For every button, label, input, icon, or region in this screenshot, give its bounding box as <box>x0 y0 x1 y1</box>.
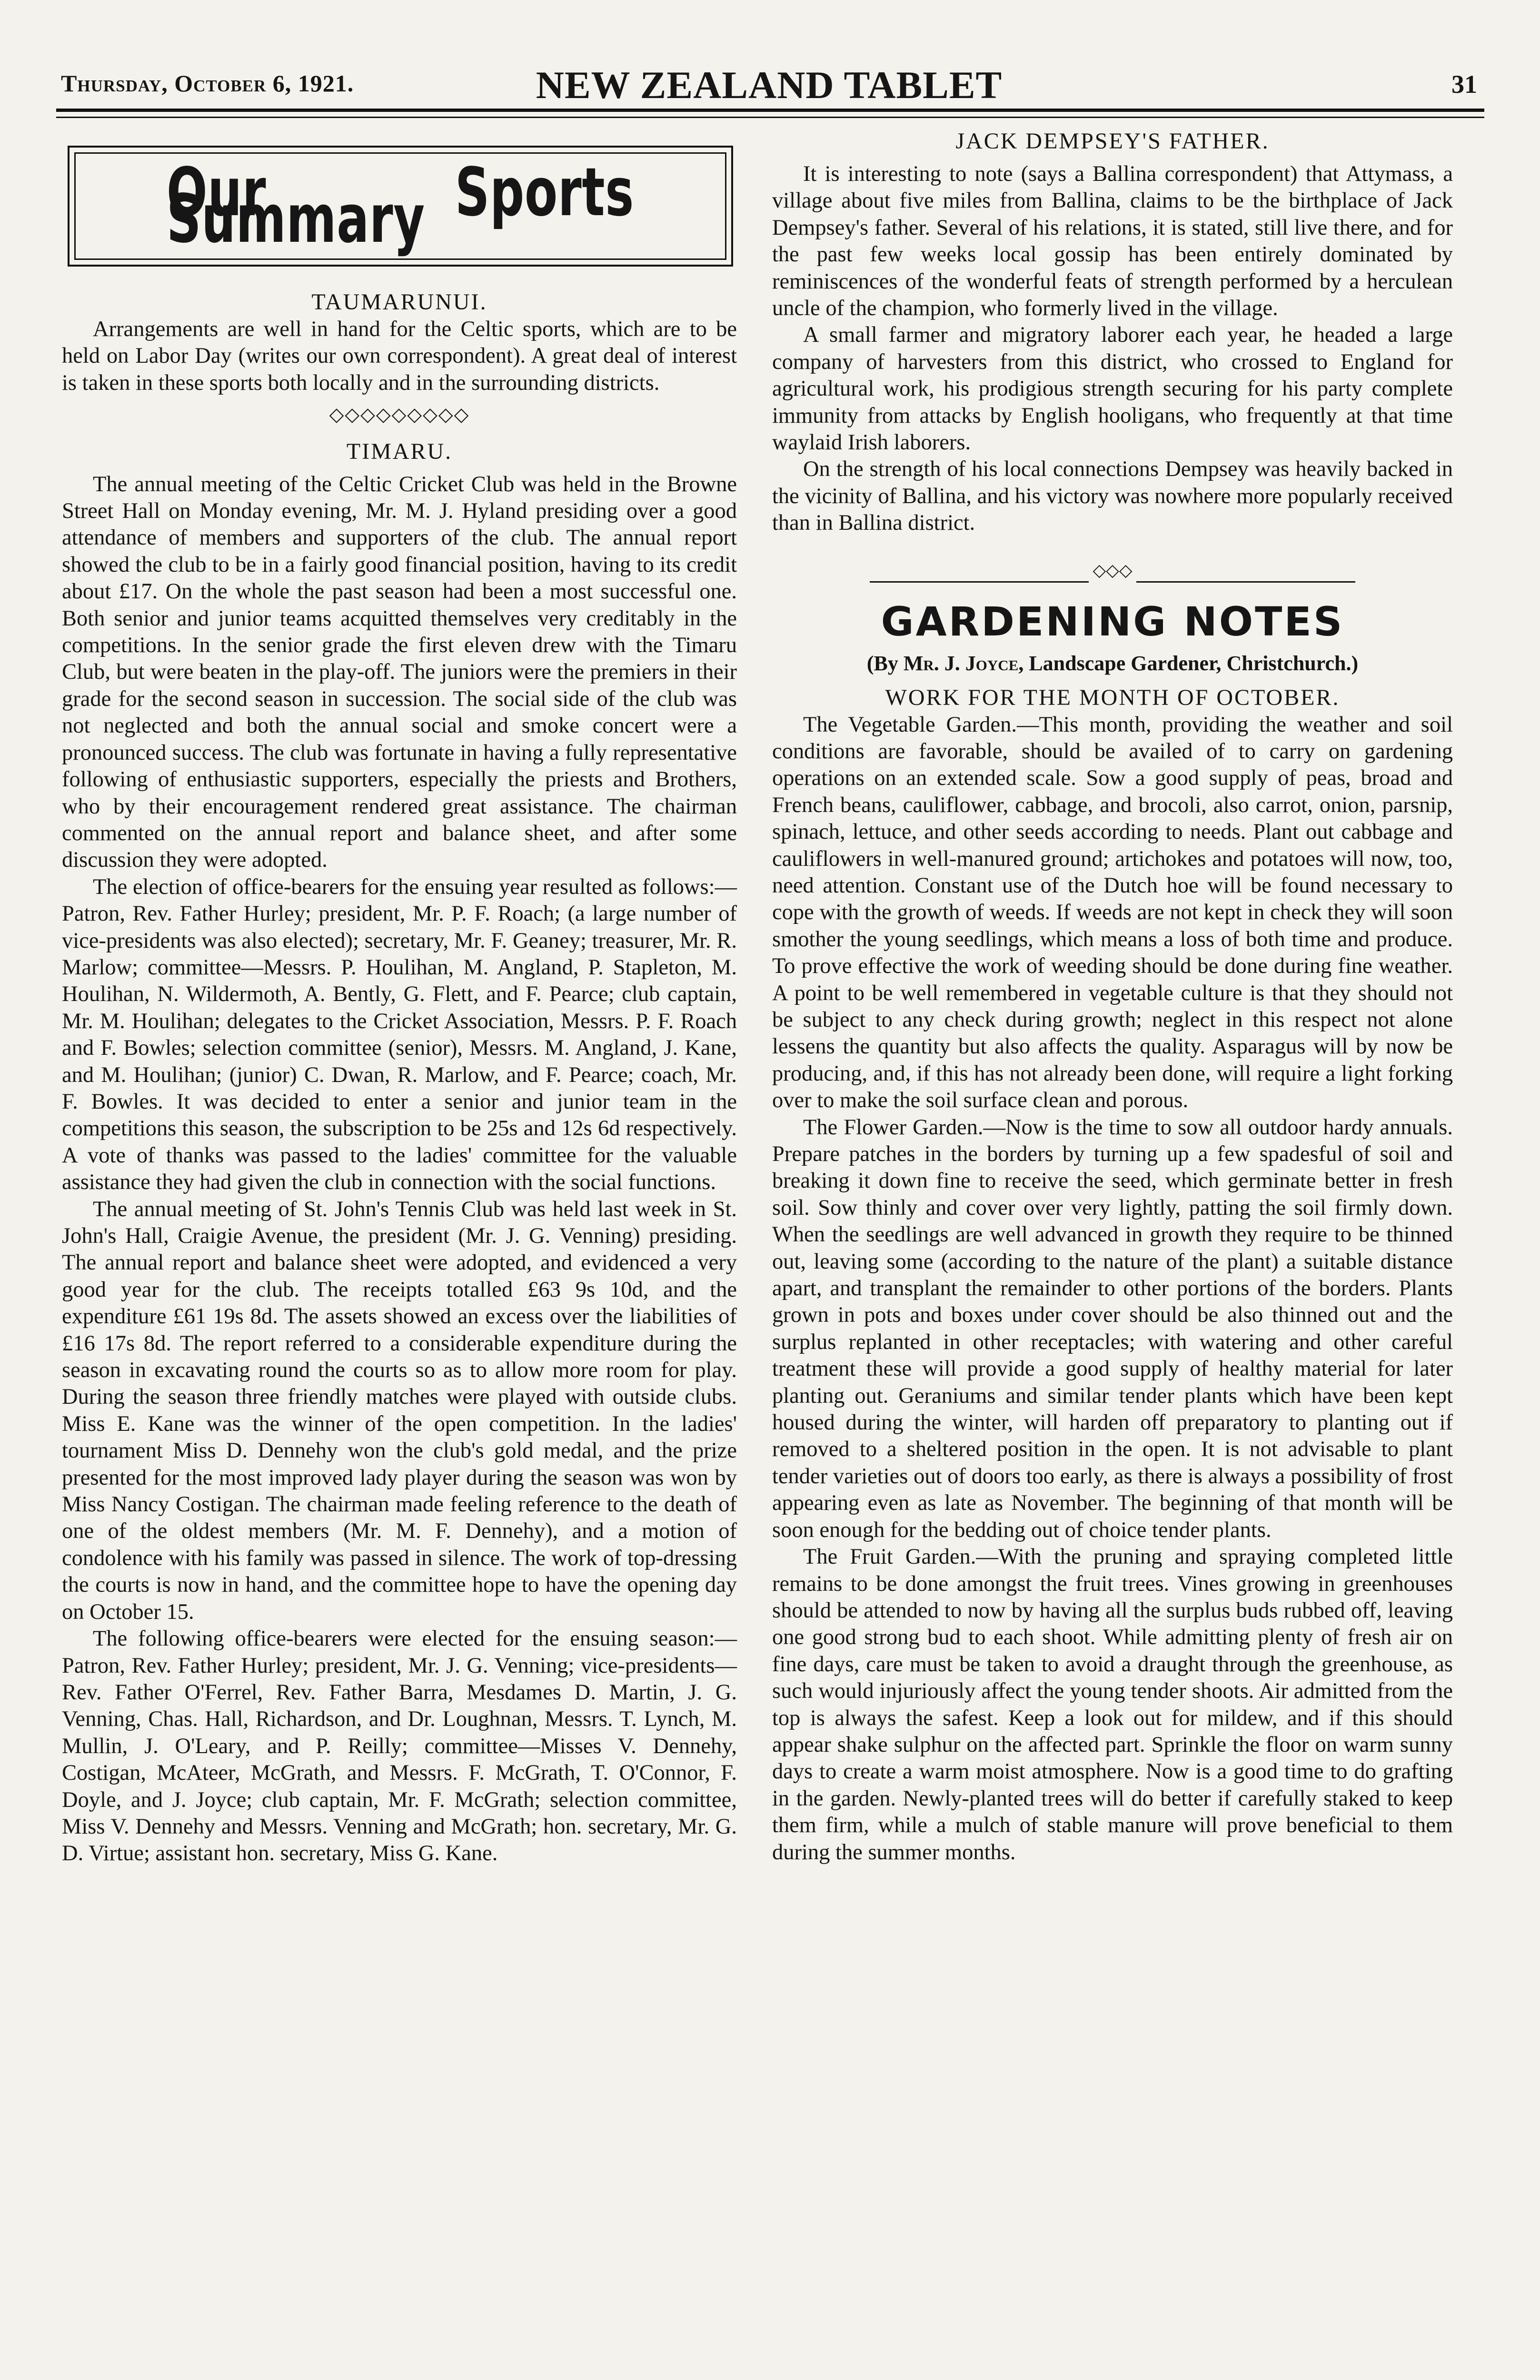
taumarunui-paragraph: Arrangements are well in hand for the Celtic sports, which are to be held on Labor Day (writes our own correspondent). A great deal of interest is taken in these sports both locally and in the surrounding districts. <box>62 317 737 395</box>
dempsey-paragraph: A small farmer and migratory laborer each year, he headed a large company of harvesters from this district, who crossed to England for agricultural work, his prodigious strength securing for his party complete immunity from attacks by English hooligans, who frequently at that time waylaid Irish laborers. <box>772 323 1453 455</box>
timaru-paragraph: The election of office-bearers for the ensuing year resulted as follows:—Patron, Rev. Father Hurley; president, Mr. P. F. Roach; (a large number of vice-presidents was also elected); secretary, Mr. F. Geaney; treasurer, Mr. R. Marlow; committee—Messrs. P. Houlihan, M. Angland, P. Stapleton, M. Houlihan, N. Wildermoth, A. Bently, G. Flett, and F. Pearce; club captain, Mr. M. Houlihan; delegates to the Cricket Association, Messrs. P. F. Roach and F. Bowles; selection committee (senior), Messrs. M. Angland, J. Kane, and M. Houlihan; (junior) C. Dwan, R. Marlow, and F. Pearce; coach, Mr. F. Bowles. It was decided to enter a senior and junior team in the competitions this season, the subscription to be 25s and 12s 6d respectively. A vote of thanks was passed to the ladies' committee for the valuable assistance they had given the club in connection with the social functions. <box>62 874 737 1195</box>
gardening-title: GARDENING NOTES <box>881 598 1344 645</box>
author-name: Mr. J. Joyce <box>903 652 1019 675</box>
dempsey-paragraph: On the strength of his local connections Dempsey was heavily backed in the vicinity of Ballina, and his victory was nowhere more popularly received than in Ballina district. <box>772 457 1453 536</box>
timaru-paragraph: The annual meeting of St. John's Tennis Club was held last week in St. John's Hall, Craigie Avenue, the president (Mr. J. G. Venning) presiding. The annual report and balance sheet were adopted, and evidenced a very good year for the club. The receipts totalled £63 9s 10d, and the expenditure £61 19s 8d. The assets showed an excess over the liabilities of £16 17s 8d. The report referred to a considerable expenditure during the season in excavating round the courts so as to allow more room for play. During the season three friendly matches were played with outside clubs. Miss E. Kane was the winner of the open competition. In the ladies' tournament Miss D. Dennehy won the club's gold medal, and the prize presented for the most improved lady player during the season was won by Miss Nancy Costigan. The chairman made feeling reference to the death of one of the oldest members (Mr. M. F. Dennehy), and a motion of condolence with his family was passed in silence. The work of top-dressing the courts is now in hand, and the committee hope to have the opening day on October 15. <box>62 1197 737 1624</box>
timaru-paragraph: The annual meeting of the Celtic Cricket Club was held in the Browne Street Hall on Monday evening, Mr. M. J. Hyland presiding over a good attendance of members and supporters of the club. The annual report showed the club to be in a fairly good financial position, having to its credit about £17. On the whole the past season had been a most successful one. Both senior and junior teams acquitted themselves very creditably in the competitions. In the senior grade the first eleven drew with the Timaru Club, but were beaten in the play-off. The juniors were the premiers in their grade for the second season in succession. The social side of the club was not neglected and both the annual social and smoke concert were a pronounced success. The club was fortunate in having a fully representative following of enthusiastic supporters, especially the priests and Brothers, who by their encouragement rendered great assistance. The chairman commented on the annual report and balance sheet, and after some discussion they were adopted. <box>62 472 737 873</box>
timaru-heading: TIMARU. <box>346 438 453 464</box>
section-ornament: ◇◇◇◇◇◇◇◇◇ <box>329 404 470 426</box>
page-header <box>61 56 1477 109</box>
issue-date: Thursday, October 6, 1921. <box>61 70 354 97</box>
sports-title: Our Sports Summary <box>166 153 635 258</box>
sports-title-box <box>68 146 733 267</box>
timaru-paragraph: The following office-bearers were elected for the ensuing season:—Patron, Rev. Father Hurley; president, Mr. J. G. Venning; vice-presidents—Rev. Father O'Ferrel, Rev. Father Barra, Mesdames D. Martin, J. G. Venning, Chas. Hall, Richardson, and Dr. Loughnan, Messrs. T. Lynch, M. Mullin, J. O'Leary, and P. Reilly; committee—Misses V. Dennehy, Costigan, McAteer, McGrath, and Messrs. F. McGrath, T. O'Connor, F. Doyle, and J. Joyce; club captain, Mr. F. McGrath; selection committee, Miss V. Dennehy and Messrs. Venning and McGrath; hon. secretary, Mr. G. D. Virtue; assistant hon. secretary, Miss G. Kane. <box>62 1626 737 1866</box>
vegetable-garden-paragraph: The Vegetable Garden.—This month, providing the weather and soil conditions are favorable, should be availed of to carry on gardening operations on an extended scale. Sow a good supply of peas, broad and French beans, cauliflower, cabbage, and brocoli, also carrot, onion, parsnip, spinach, lettuce, and other seeds according to needs. Plant out cabbage and cauliflowers in well-manured ground; artichokes and potatoes will now, too, need attention. Constant use of the Dutch hoe will be found necessary to cope with the growth of weeds. If weeds are not kept in check they will soon smother the young seedlings, which means a loss of both time and produce. To prove effective the work of weeding should be done during fine weather. A point to be well remembered in vegetable culture is that they should not be subject to any check during growth; neglect in this respect not alone lessens the quantity but also affects the quality. Asparagus will by now be producing, and, if this has not already been done, will require a light forking over to make the soil surface clean and porous. <box>772 712 1453 1113</box>
dempsey-heading: JACK DEMPSEY'S FATHER. <box>955 129 1270 154</box>
dempsey-paragraph: It is interesting to note (says a Ballina correspondent) that Attymass, a village about five miles from Ballina, claims to be the birthplace of Jack Dempsey's father. Several of his relations, it is stated, still live there, and for the past few weeks local gossip has been entirely dominated by reminiscences of the wonderful feats of strength performed by a herculean uncle of the champion, who formerly lived in the village. <box>772 162 1453 321</box>
section-divider <box>772 556 1453 584</box>
left-column <box>62 146 737 1867</box>
divider-ornament: ◇◇◇ <box>1093 560 1133 580</box>
header-rule <box>56 109 1484 118</box>
right-column <box>772 128 1453 1866</box>
flower-garden-paragraph: The Flower Garden.—Now is the time to sow all outdoor hardy annuals. Prepare patches in the borders by turning up a few spadesful of soil and breaking it down fine to receive the seed, which germinate better in fresh soil. Sow thinly and cover over very lightly, patting the soil firmly down. When the seedlings are well advanced in growth they require to be thinned out, leaving some (according to the nature of the plant) a suitable distance apart, and transplant the remainder to other portions of the borders. Plants grown in pots and boxes under cover should be also thinned out and the surplus replanted in other receptacles; with watering and other careful treatment these will provide a good supply of healthy material for later planting out. Geraniums and similar tender plants which have been kept housed during the winter, will harden off preparatory to planting out if removed to a sheltered position in the open. It is not advisable to plant tender varieties out of doors too early, as there is always a possibility of frost appearing even as late as November. The beginning of that month will be soon enough for the bedding out of choice tender plants. <box>772 1115 1453 1542</box>
masthead: NEW ZEALAND TABLET <box>536 63 1003 107</box>
gardening-subheading: WORK FOR THE MONTH OF OCTOBER. <box>885 684 1340 710</box>
fruit-garden-paragraph: The Fruit Garden.—With the pruning and spraying completed little remains to be done amongst the fruit trees. Vines growing in greenhouses should be attended to now by having all the surplus buds rubbed off, leaving one good strong bud to each shoot. While admitting plenty of fresh air on fine days, care must be taken to avoid a draught through the greenhouse, as such would injuriously affect the young tender shoots. Air admitted from the top is always the safest. Keep a look out for mildew, and if this should appear shake sulphur on the affected part. Sprinkle the floor on warm sunny days to create a warm moist atmosphere. Now is a good time to do grafting in the garden. Newly-planted trees will do better if carefully staked to keep them firm, while a mulch of stable manure will prove beneficial to them during the summer months. <box>772 1545 1453 1864</box>
gardening-byline: (By Mr. J. Joyce, Landscape Gardener, Christchurch.) <box>866 652 1359 675</box>
page-number: 31 <box>1451 70 1477 99</box>
taumarunui-heading: TAUMARUNUI. <box>311 289 487 315</box>
